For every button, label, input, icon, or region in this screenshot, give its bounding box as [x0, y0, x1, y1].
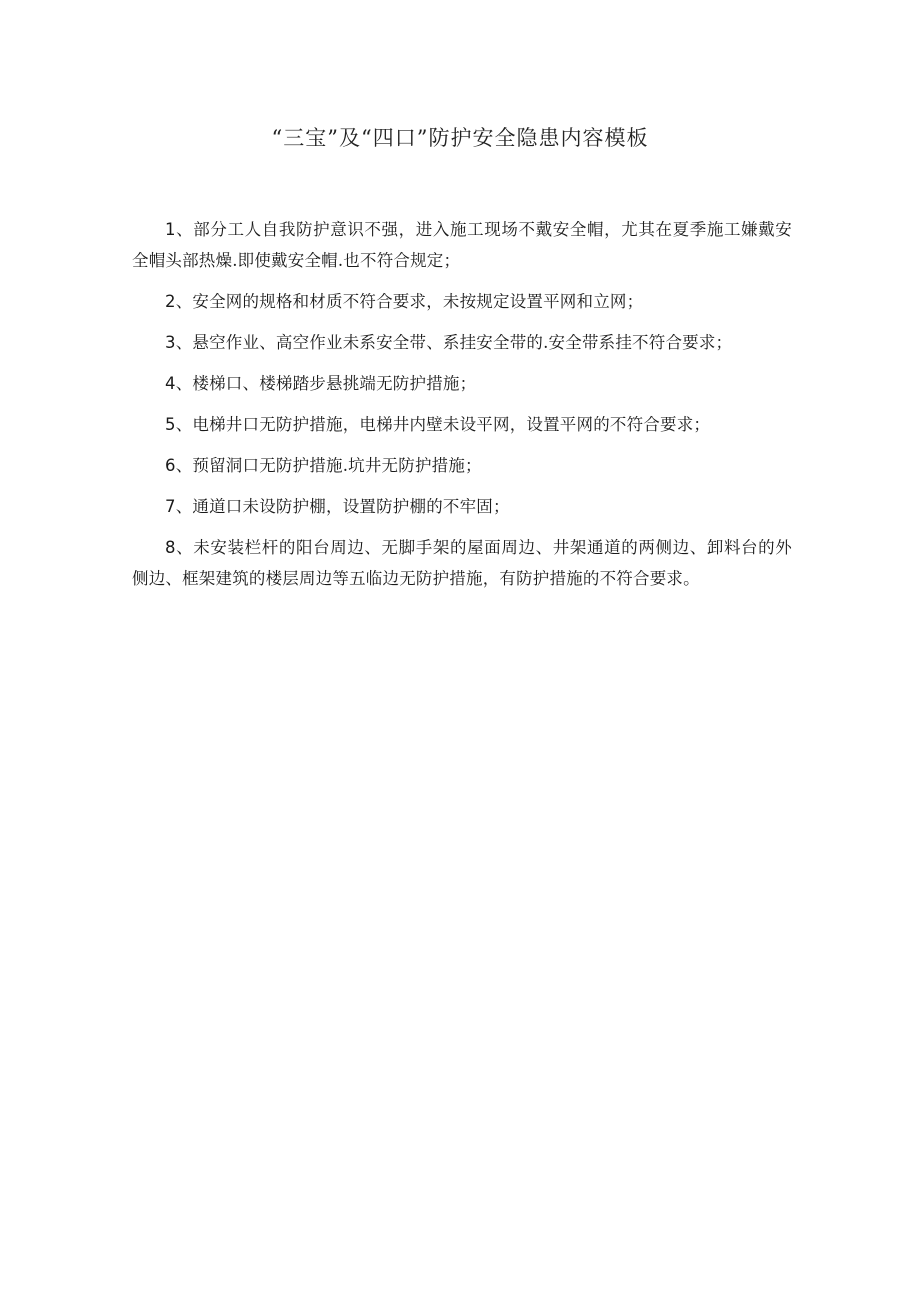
list-item [132, 368, 792, 399]
list-item [132, 491, 792, 522]
list-item [132, 286, 792, 317]
document-title: “三宝”及“四口”防护安全隐患内容模板 [271, 126, 649, 150]
document-body [132, 214, 792, 604]
item-number: 8 [165, 538, 176, 557]
list-item [132, 214, 792, 276]
item-number: 7 [165, 497, 176, 516]
item-text: 、电梯井口无防护措施，电梯井内壁未设平网，设置平网的不符合要求； [175, 415, 711, 434]
list-item [132, 450, 792, 481]
item-number: 5 [165, 415, 176, 434]
item-number: 6 [165, 456, 176, 475]
list-item [132, 327, 792, 358]
item-text: 、未安装栏杆的阳台周边、无脚手架的屋面周边、井架通道的两侧边、卸料台的外侧边、框架建筑的楼层周边等五临边无防护措施，有防护措施的不符合要求。 [132, 538, 792, 588]
item-text: 、部分工人自我防护意识不强，进入施工现场不戴安全帽，尤其在夏季施工嫌戴安全帽头部热燥.即使戴安全帽.也不符合规定； [132, 220, 792, 270]
list-item [132, 532, 792, 594]
item-number: 3 [165, 333, 176, 352]
item-number: 1 [165, 220, 176, 239]
item-text: 、安全网的规格和材质不符合要求，未按规定设置平网和立网； [175, 292, 644, 311]
item-text: 、预留洞口无防护措施.坑井无防护措施； [175, 456, 482, 475]
item-text: 、悬空作业、高空作业未系安全带、系挂安全带的.安全带系挂不符合要求； [175, 333, 733, 352]
item-text: 、通道口未设防护棚，设置防护棚的不牢固； [175, 497, 510, 516]
item-number: 2 [165, 292, 176, 311]
item-text: 、楼梯口、楼梯踏步悬挑端无防护措施； [175, 374, 477, 393]
list-item [132, 409, 792, 440]
item-number: 4 [165, 374, 176, 393]
